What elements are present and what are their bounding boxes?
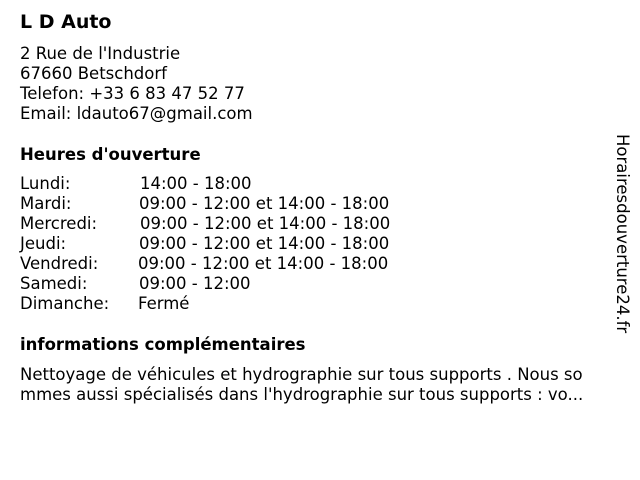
opening-hours-heading: Heures d'ouverture	[20, 145, 201, 164]
day-label: Dimanche:	[20, 294, 110, 313]
address-street: 2 Rue de l'Industrie	[20, 44, 181, 63]
additional-info-text	[20, 365, 583, 405]
day-label: Vendredi:	[20, 254, 99, 273]
hours-value: 09:00 - 12:00 et 14:00 - 18:00	[138, 254, 389, 273]
info-text-line: mmes aussi spécialisés dans l'hydrographie sur tous supports : vo...	[20, 385, 584, 404]
watermark-text: Horairesdouverture24.fr	[613, 134, 632, 334]
hours-value: 09:00 - 12:00 et 14:00 - 18:00	[140, 214, 391, 233]
hours-value: 09:00 - 12:00	[139, 274, 251, 293]
contact-block	[20, 44, 253, 124]
address-city: 67660 Betschdorf	[20, 64, 167, 83]
additional-info-heading: informations complémentaires	[20, 335, 306, 354]
day-label: Samedi:	[20, 274, 88, 293]
hours-value: 14:00 - 18:00	[140, 174, 252, 193]
day-label: Mercredi:	[20, 214, 98, 233]
hours-value: Fermé	[138, 294, 190, 313]
day-label: Jeudi:	[20, 234, 67, 253]
hours-value: 09:00 - 12:00 et 14:00 - 18:00	[139, 194, 390, 213]
day-label: Lundi:	[20, 174, 71, 193]
hours-value: 09:00 - 12:00 et 14:00 - 18:00	[139, 234, 390, 253]
info-text-line: Nettoyage de véhicules et hydrographie sur tous supports . Nous so	[20, 365, 583, 384]
email-address: Email: ldauto67@gmail.com	[20, 104, 253, 123]
site-watermark	[612, 134, 632, 346]
day-label: Mardi:	[20, 194, 72, 213]
phone-number: Telefon: +33 6 83 47 52 77	[20, 84, 245, 103]
business-name: L D Auto	[20, 11, 112, 33]
